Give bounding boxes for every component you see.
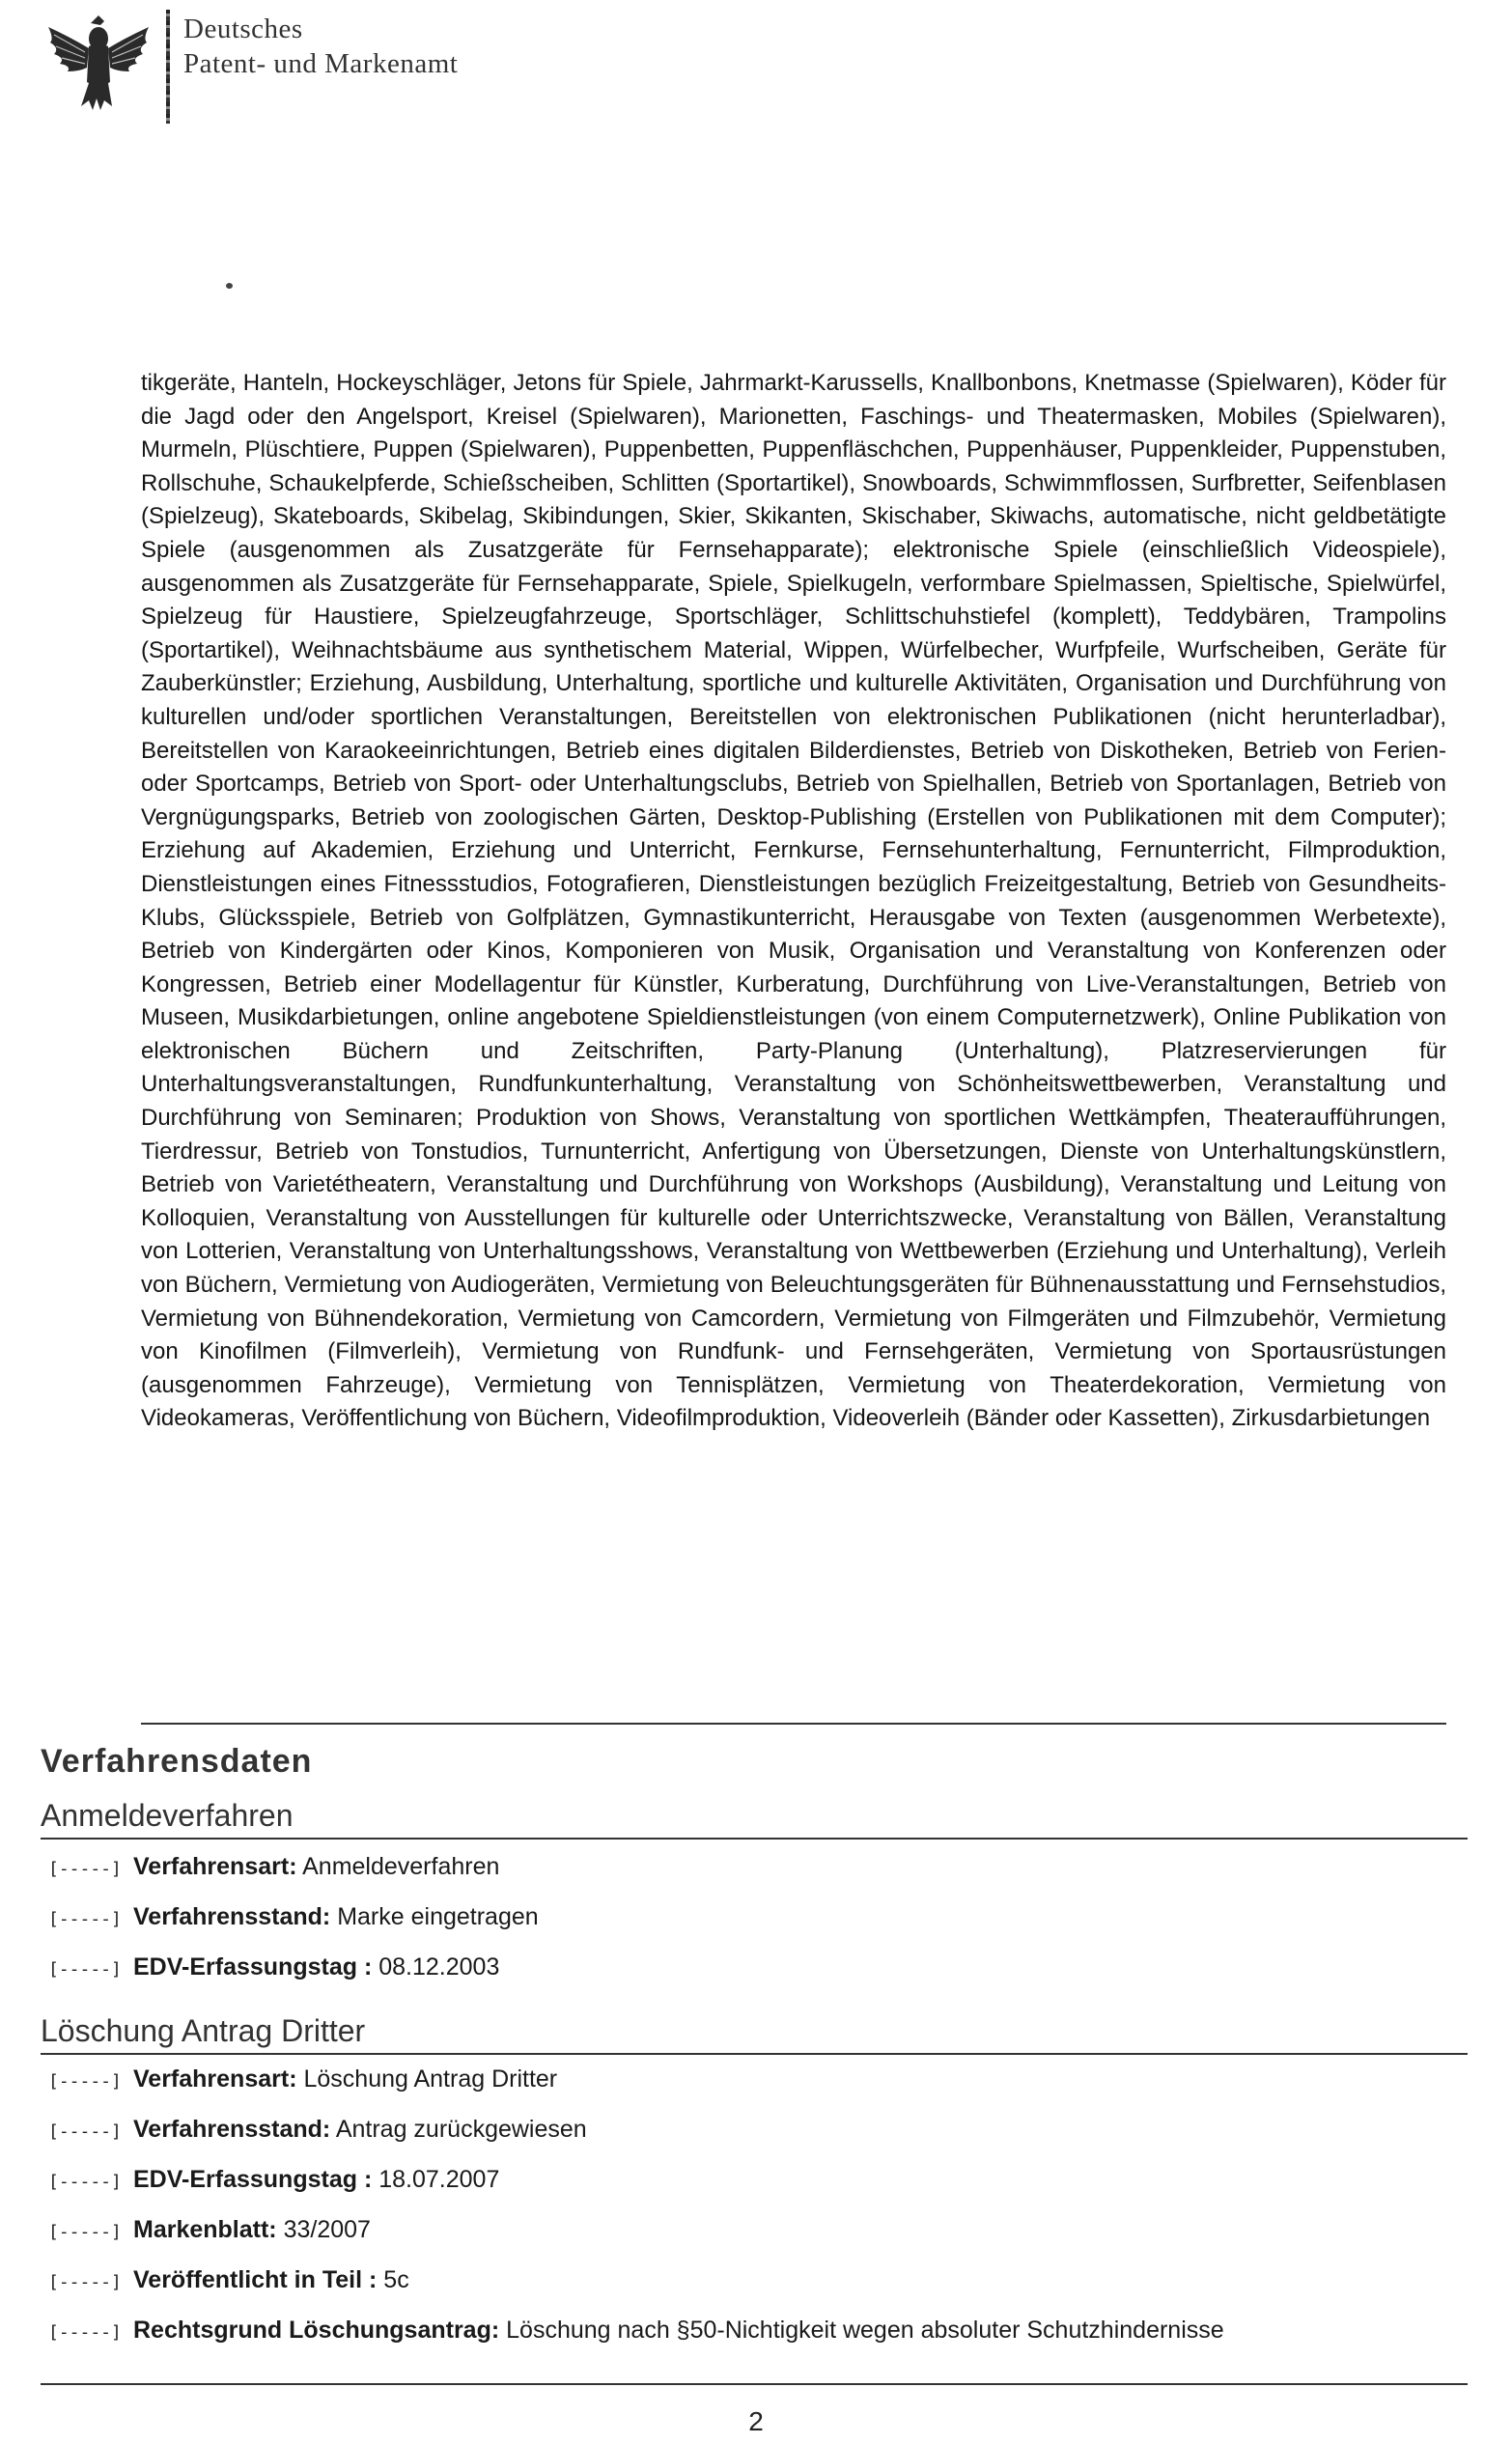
- expand-toggle[interactable]: [-----]: [48, 2322, 122, 2343]
- detail-label: EDV-Erfassungstag :: [133, 2166, 373, 2193]
- page-number: 2: [748, 2406, 764, 2436]
- section-title: Verfahrensdaten: [41, 1743, 313, 1780]
- scan-speck: [226, 283, 233, 289]
- detail-row: [48, 2115, 587, 2147]
- detail-value: Marke eingetragen: [337, 1903, 539, 1930]
- federal-eagle-icon: [41, 10, 156, 116]
- proceeding-divider: [41, 2053, 1468, 2055]
- detail-label: Verfahrensart:: [133, 1853, 297, 1880]
- expand-toggle[interactable]: [-----]: [48, 2272, 122, 2292]
- goods-divider: [141, 1723, 1446, 1725]
- detail-row: [48, 1852, 499, 1884]
- proceeding-title-loeschung: Löschung Antrag Dritter: [41, 2013, 366, 2048]
- detail-value: 18.07.2007: [378, 2166, 500, 2193]
- office-name-line1: Deutsches: [183, 14, 303, 44]
- detail-value: Antrag zurückgewiesen: [335, 2116, 587, 2143]
- detail-label: Verfahrensstand:: [133, 1903, 331, 1930]
- expand-toggle[interactable]: [-----]: [48, 1859, 122, 1879]
- detail-value: 33/2007: [283, 2216, 371, 2243]
- proceeding-divider: [41, 1838, 1468, 1840]
- detail-label: EDV-Erfassungstag :: [133, 1953, 373, 1980]
- detail-value: 08.12.2003: [378, 1953, 500, 1980]
- detail-label: Rechtsgrund Löschungsantrag:: [133, 2317, 500, 2344]
- expand-toggle[interactable]: [-----]: [48, 2121, 122, 2142]
- expand-toggle[interactable]: [-----]: [48, 1909, 122, 1929]
- detail-row: [48, 2265, 409, 2297]
- detail-label: Veröffentlicht in Teil :: [133, 2266, 378, 2293]
- detail-row: [48, 2165, 499, 2197]
- office-name: [183, 12, 458, 81]
- goods-services-text: tikgeräte, Hanteln, Hockeyschläger, Jetons für Spiele, Jahrmarkt-Karussells, Knallbonbons, Knetmasse (Spielwaren), Köder für die Jagd oder den Angelsport, Kreisel (Spielwaren), Marionetten, Faschings- und Theatermasken, Mobiles (Spielwaren), Murmeln, Plüschtiere, Puppen (Spielwaren), Puppenbetten, Puppenfläschchen, Puppenhäuser, Puppenkleider, Puppenstuben, Rollschuhe, Schaukelpferde, Schießscheiben, Schlitten (Sportartikel), Snowboards, Schwimmflossen, Surfbretter, Seifenblasen (Spielzeug), Skateboards, Skibelag, Skibindungen, Skier, Skikanten, Skischaber, Skiwachs, automatische, nicht geldbetätigte Spiele (ausgenommen als Zusatzgeräte für Fernsehapparate); elektronische Spiele (einschließlich Videospiele), ausgenommen als Zusatzgeräte für Fernsehapparate, Spiele, Spielkugeln, verformbare Spielmassen, Spieltische, Spielwürfel, Spielzeug für Haustiere, Spielzeugfahrzeuge, Sportschläger, Schlittschuhstiefel (komplett), Teddybären, Trampolins (Sportartikel), Weihnachtsbäume aus synthetischem Material, Wippen, Würfelbecher, Wurfpfeile, Wurfscheiben, Geräte für Zauberkünstler; Erziehung, Ausbildung, Unterhaltung, sportliche und kulturelle Aktivitäten, Organisation und Durchführung von kulturellen und/oder sportlichen Veranstaltungen, Bereitstellen von elektronischen Publikationen (nicht herunterladbar), Bereitstellen von Karaokeeinrichtungen, Betrieb eines digitalen Bilderdienstes, Betrieb von Diskotheken, Betrieb von Ferien- oder Sportcamps, Betrieb von Sport- oder Unterhaltungsclubs, Betrieb von Spielhallen, Betrieb von Sportanlagen, Betrieb von Vergnügungsparks, Betrieb von zoologischen Gärten, Desktop-Publishing (Erstellen von Publikationen mit dem Computer); Erziehung auf Akademien, Erziehung und Unterricht, Fernkurse, Fernsehunterhaltung, Fernunterricht, Filmproduktion, Dienstleistungen eines Fitnessstudios, Fotografieren, Dienstleistungen bezüglich Freizeitgestaltung, Betrieb von Gesundheits-Klubs, Glücksspiele, Betrieb von Golfplätzen, Gymnastikunterricht, Herausgabe von Texten (ausgenommen Werbetexte), Betrieb von Kindergärten oder Kinos, Komponieren von Musik, Organisation und Veranstaltung von Konferenzen oder Kongressen, Betrieb einer Modellagentur für Künstler, Kurberatung, Durchführung von Live-Veranstaltungen, Betrieb von Museen, Musikdarbietungen, online angebotene Spieldienstleistungen (von einem Computernetzwerk), Online Publikation von elektronischen Büchern und Zeitschriften, Party-Planung (Unterhaltung), Platzreservierungen für Unterhaltungsveranstaltungen, Rundfunkunterhaltung, Veranstaltung von Schönheitswettbewerben, Veranstaltung und Durchführung von Seminaren; Produktion von Shows, Veranstaltung von sportlichen Wettkämpfen, Theateraufführungen, Tierdressur, Betrieb von Tonstudios, Turnunterricht, Anfertigung von Übersetzungen, Dienste von Unterhaltungskünstlern, Betrieb von Varietétheatern, Veranstaltung und Durchführung von Workshops (Ausbildung), Veranstaltung und Leitung von Kolloquien, Veranstaltung von Ausstellungen für kulturelle oder Unterrichtszwecke, Veranstaltung von Bällen, Veranstaltung von Lotterien, Veranstaltung von Unterhaltungsshows, Veranstaltung von Wettbewerben (Erziehung und Unterhaltung), Verleih von Büchern, Vermietung von Audiogeräten, Vermietung von Beleuchtungsgeräten für Bühnenausstattung und Fernsehstudios, Vermietung von Bühnendekoration, Vermietung von Camcordern, Vermietung von Filmgeräten und Filmzubehör, Vermietung von Kinofilmen (Filmverleih), Vermietung von Rundfunk- und Fernsehgeräten, Vermietung von Sportausrüstungen (ausgenommen Fahrzeuge), Vermietung von Tennisplätzen, Vermietung von Theaterdekoration, Vermietung von Videokameras, Veröffentlichung von Büchern, Videofilmproduktion, Videoverleih (Bänder oder Kassetten), Zirkusdarbietungen: [141, 370, 1446, 1432]
- office-name-line2: Patent- und Markenamt: [183, 48, 459, 79]
- header-divider: [166, 10, 170, 124]
- detail-label: Markenblatt:: [133, 2216, 277, 2243]
- expand-toggle[interactable]: [-----]: [48, 2071, 122, 2092]
- expand-toggle[interactable]: [-----]: [48, 2222, 122, 2242]
- detail-value: 5c: [383, 2266, 409, 2293]
- detail-row: [48, 1902, 539, 1934]
- detail-value: Löschung nach §50-Nichtigkeit wegen absoluter Schutzhindernisse: [506, 2317, 1224, 2344]
- proceeding-title-anmeldeverfahren: Anmeldeverfahren: [41, 1798, 294, 1833]
- detail-value: Anmeldeverfahren: [302, 1853, 500, 1880]
- detail-row: [48, 2215, 371, 2247]
- detail-label: Verfahrensart:: [133, 2065, 297, 2093]
- expand-toggle[interactable]: [-----]: [48, 2172, 122, 2192]
- document-header: [41, 10, 458, 126]
- detail-label: Verfahrensstand:: [133, 2116, 331, 2143]
- detail-row: [48, 2316, 1224, 2347]
- detail-row: [48, 1952, 499, 1984]
- footer-divider: [41, 2383, 1468, 2385]
- expand-toggle[interactable]: [-----]: [48, 1959, 122, 1980]
- detail-value: Löschung Antrag Dritter: [303, 2065, 558, 2093]
- detail-row: [48, 2065, 557, 2096]
